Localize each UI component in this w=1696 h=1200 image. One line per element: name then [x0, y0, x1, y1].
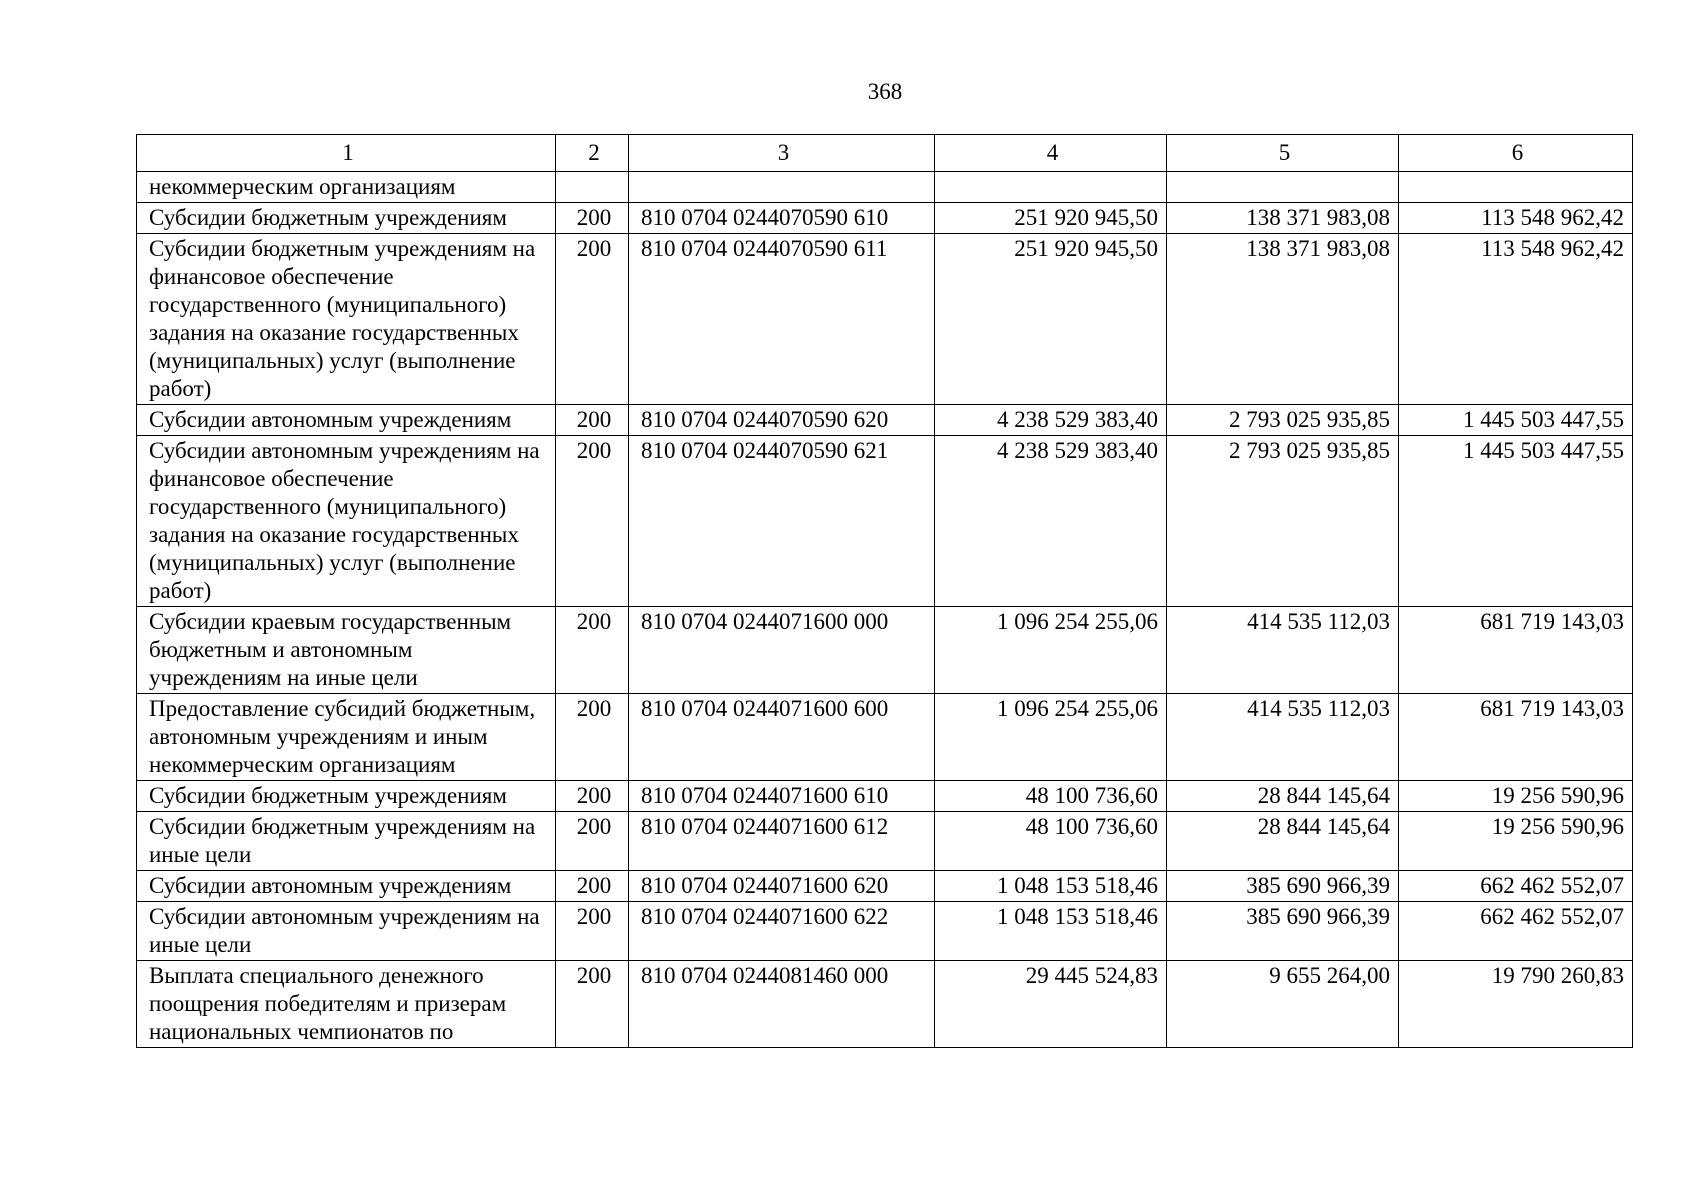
page-number: 368: [867, 79, 903, 104]
row-name-cell: Субсидии бюджетным учреждениям на финансовое обеспечение государственного (муниципального) задания на оказание государственных (муниципальных) услуг (выполнение работ): [137, 234, 556, 405]
column-header: 6: [1399, 135, 1633, 172]
row-ref-cell: 200: [556, 607, 629, 694]
row-ref-cell: 200: [556, 203, 629, 234]
row-name-cell: Предоставление субсидий бюджетным, автономным учреждениям и иным некоммерческим организациям: [137, 694, 556, 781]
row-value-cell: 9 655 264,00: [1167, 961, 1399, 1048]
row-name-cell: Субсидии автономным учреждениям на иные цели: [137, 902, 556, 961]
row-value-cell: [1399, 172, 1633, 203]
row-value-cell: 385 690 966,39: [1167, 902, 1399, 961]
row-code-cell: 810 0704 0244071600 600: [629, 694, 935, 781]
row-value-cell: 1 445 503 447,55: [1399, 436, 1633, 607]
row-value-cell: 414 535 112,03: [1167, 607, 1399, 694]
table-row: [137, 694, 1633, 781]
row-value-cell: 662 462 552,07: [1399, 871, 1633, 902]
row-value-cell: 251 920 945,50: [935, 234, 1167, 405]
row-value-cell: 19 790 260,83: [1399, 961, 1633, 1048]
row-ref-cell: 200: [556, 436, 629, 607]
row-value-cell: 138 371 983,08: [1167, 203, 1399, 234]
row-value-cell: 28 844 145,64: [1167, 812, 1399, 871]
row-ref-cell: 200: [556, 812, 629, 871]
column-header: 4: [935, 135, 1167, 172]
column-header: 1: [137, 135, 556, 172]
row-ref-cell: 200: [556, 902, 629, 961]
table-row: [137, 781, 1633, 812]
row-value-cell: 19 256 590,96: [1399, 781, 1633, 812]
row-value-cell: 48 100 736,60: [935, 781, 1167, 812]
row-value-cell: 28 844 145,64: [1167, 781, 1399, 812]
row-value-cell: 113 548 962,42: [1399, 234, 1633, 405]
table-row: [137, 871, 1633, 902]
row-value-cell: 2 793 025 935,85: [1167, 436, 1399, 607]
row-value-cell: 681 719 143,03: [1399, 694, 1633, 781]
row-value-cell: 48 100 736,60: [935, 812, 1167, 871]
row-value-cell: 414 535 112,03: [1167, 694, 1399, 781]
row-code-cell: 810 0704 0244071600 620: [629, 871, 935, 902]
table-row: [137, 172, 1633, 203]
row-value-cell: 1 096 254 255,06: [935, 607, 1167, 694]
row-code-cell: 810 0704 0244071600 000: [629, 607, 935, 694]
header-row: [137, 135, 1633, 172]
table-row: [137, 234, 1633, 405]
row-value-cell: 113 548 962,42: [1399, 203, 1633, 234]
row-name-cell: Субсидии автономным учреждениям: [137, 871, 556, 902]
row-value-cell: 2 793 025 935,85: [1167, 405, 1399, 436]
budget-table: [136, 134, 1633, 1048]
row-value-cell: 1 048 153 518,46: [935, 902, 1167, 961]
row-name-cell: Субсидии автономным учреждениям на финансовое обеспечение государственного (муниципального) задания на оказание государственных (муниципальных) услуг (выполнение работ): [137, 436, 556, 607]
row-value-cell: [1167, 172, 1399, 203]
row-code-cell: 810 0704 0244070590 611: [629, 234, 935, 405]
row-value-cell: 385 690 966,39: [1167, 871, 1399, 902]
row-value-cell: [935, 172, 1167, 203]
row-ref-cell: 200: [556, 961, 629, 1048]
table-row: [137, 607, 1633, 694]
row-code-cell: 810 0704 0244070590 610: [629, 203, 935, 234]
column-header: 2: [556, 135, 629, 172]
row-name-cell: Субсидии бюджетным учреждениям: [137, 781, 556, 812]
row-name-cell: Субсидии краевым государственным бюджетным и автономным учреждениям на иные цели: [137, 607, 556, 694]
row-value-cell: 681 719 143,03: [1399, 607, 1633, 694]
row-code-cell: 810 0704 0244071600 612: [629, 812, 935, 871]
row-value-cell: 4 238 529 383,40: [935, 436, 1167, 607]
row-ref-cell: 200: [556, 694, 629, 781]
row-code-cell: 810 0704 0244070590 621: [629, 436, 935, 607]
column-header: 3: [629, 135, 935, 172]
row-ref-cell: 200: [556, 234, 629, 405]
row-name-cell: некоммерческим организациям: [137, 172, 556, 203]
row-value-cell: 19 256 590,96: [1399, 812, 1633, 871]
column-header: 5: [1167, 135, 1399, 172]
row-value-cell: 662 462 552,07: [1399, 902, 1633, 961]
row-code-cell: 810 0704 0244071600 622: [629, 902, 935, 961]
row-ref-cell: 200: [556, 871, 629, 902]
row-value-cell: 251 920 945,50: [935, 203, 1167, 234]
row-name-cell: Выплата специального денежного поощрения победителям и призерам национальных чемпионатов по: [137, 961, 556, 1048]
row-code-cell: 810 0704 0244071600 610: [629, 781, 935, 812]
row-name-cell: Субсидии автономным учреждениям: [137, 405, 556, 436]
row-name-cell: Субсидии бюджетным учреждениям на иные цели: [137, 812, 556, 871]
table-row: [137, 902, 1633, 961]
row-value-cell: 138 371 983,08: [1167, 234, 1399, 405]
row-ref-cell: 200: [556, 405, 629, 436]
row-value-cell: 1 096 254 255,06: [935, 694, 1167, 781]
table-row: [137, 436, 1633, 607]
row-name-cell: Субсидии бюджетным учреждениям: [137, 203, 556, 234]
row-code-cell: 810 0704 0244081460 000: [629, 961, 935, 1048]
row-code-cell: [629, 172, 935, 203]
row-value-cell: 1 445 503 447,55: [1399, 405, 1633, 436]
table-row: [137, 203, 1633, 234]
row-ref-cell: 200: [556, 781, 629, 812]
row-code-cell: 810 0704 0244070590 620: [629, 405, 935, 436]
table-row: [137, 961, 1633, 1048]
row-value-cell: 29 445 524,83: [935, 961, 1167, 1048]
table-row: [137, 405, 1633, 436]
row-value-cell: 1 048 153 518,46: [935, 871, 1167, 902]
table-row: [137, 812, 1633, 871]
row-ref-cell: [556, 172, 629, 203]
row-value-cell: 4 238 529 383,40: [935, 405, 1167, 436]
